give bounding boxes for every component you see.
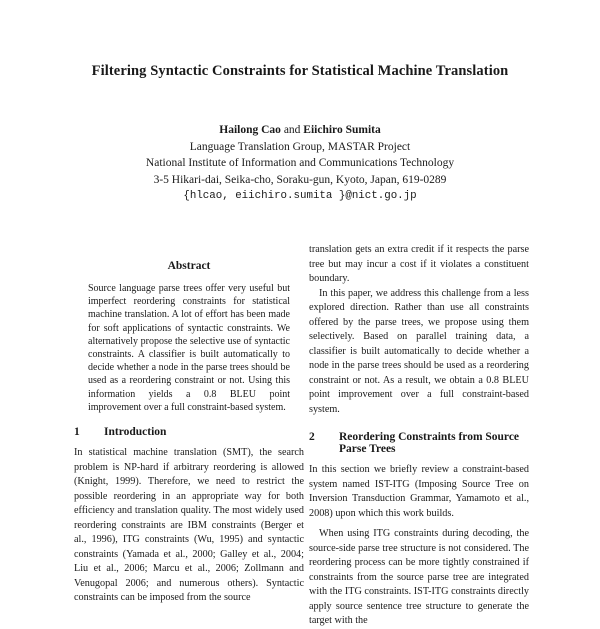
intro-paragraph: In statistical machine translation (SMT), the search problem is NP-hard if arbitrary reordering is allowed (Knight, 1999). Therefore, we need to restrict the possible reordering in an appropriate way for both efficiency and translation quality. The most widely used reordering constraints are IBM constraints (Berger et al., 1996), ITG constraints (Wu, 1995) and syntactic constraints (Yamada et al., 2000; Galley et al., 2004; Liu et al., 2006; Marcu et al., 2006; Zollmann and Venugopal 2006; and numerous others). Syntactic constraints can be imposed from the source — [74, 447, 304, 604]
author-conjunction: and — [283, 124, 301, 136]
left-column — [74, 250, 304, 606]
body-paragraph: In this paper, we address this challenge from a less explored direction. Rather than use all constraints offered by the parse trees, we propose using them selectively. Based on parallel training data, a classifier is built automatically to decide whether a node in the parse trees should be used as a reordering constraint or not. As a result, we obtain a 0.8 BLEU point improvement over a full constraint-based system. — [309, 287, 529, 415]
affiliation-line: Language Translation Group, MASTAR Project — [189, 140, 411, 153]
section-number: 1 — [74, 426, 80, 439]
section-title: Reordering Constraints from Source Parse Trees — [339, 431, 520, 455]
email-line: {hlcao, eiichiro.sumita }@nict.go.jp — [183, 190, 417, 202]
paper-title: Filtering Syntactic Constraints for Statistical Machine Translation — [91, 63, 509, 79]
abstract-heading: Abstract — [167, 260, 211, 272]
author-block — [0, 122, 600, 205]
section-heading — [309, 431, 529, 455]
section-number: 2 — [309, 431, 315, 443]
affiliation-line: National Institute of Information and Communications Technology — [145, 157, 455, 169]
author-line — [0, 122, 600, 139]
abstract-text: Source language parse trees offer very useful but imperfect reordering constraints for statistical machine translation. A lot of effort has been made for soft applications of syntactic constraints. We alternatively propose the selective use of syntactic constraints. A classifier is built automatically to decide whether a node in the parse trees should be used as a reordering constraint or not. Using this information yields a 0.8 BLEU point improvement over a full constraint-based system. — [88, 283, 290, 413]
body-paragraph: In this section we briefly review a constraint-based system named IST-ITG (Imposing Source Tree on Inversion Transduction Grammar, Yamamoto et al., 2008) upon which this work builds. — [309, 464, 529, 519]
section-title: Introduction — [104, 426, 167, 439]
continued-paragraph: translation gets an extra credit if it respects the parse tree but may incur a cost if it violates a constituent boundary. — [309, 244, 529, 284]
author-name: Hailong Cao — [219, 124, 281, 136]
address-line: 3-5 Hikari-dai, Seika-cho, Soraku-gun, Kyoto, Japan, 619-0289 — [153, 173, 447, 186]
author-name: Eiichiro Sumita — [303, 124, 381, 136]
right-column — [309, 243, 529, 629]
section-heading — [74, 426, 304, 438]
body-paragraph: When using ITG constraints during decoding, the source-side parse tree structure is not considered. The reordering process can be more tightly constrained if constraints from the source parse tree are integrated with the ITG constraints. IST-ITG constraints directly apply source sentence tree structure to generate the target with the — [309, 528, 529, 626]
